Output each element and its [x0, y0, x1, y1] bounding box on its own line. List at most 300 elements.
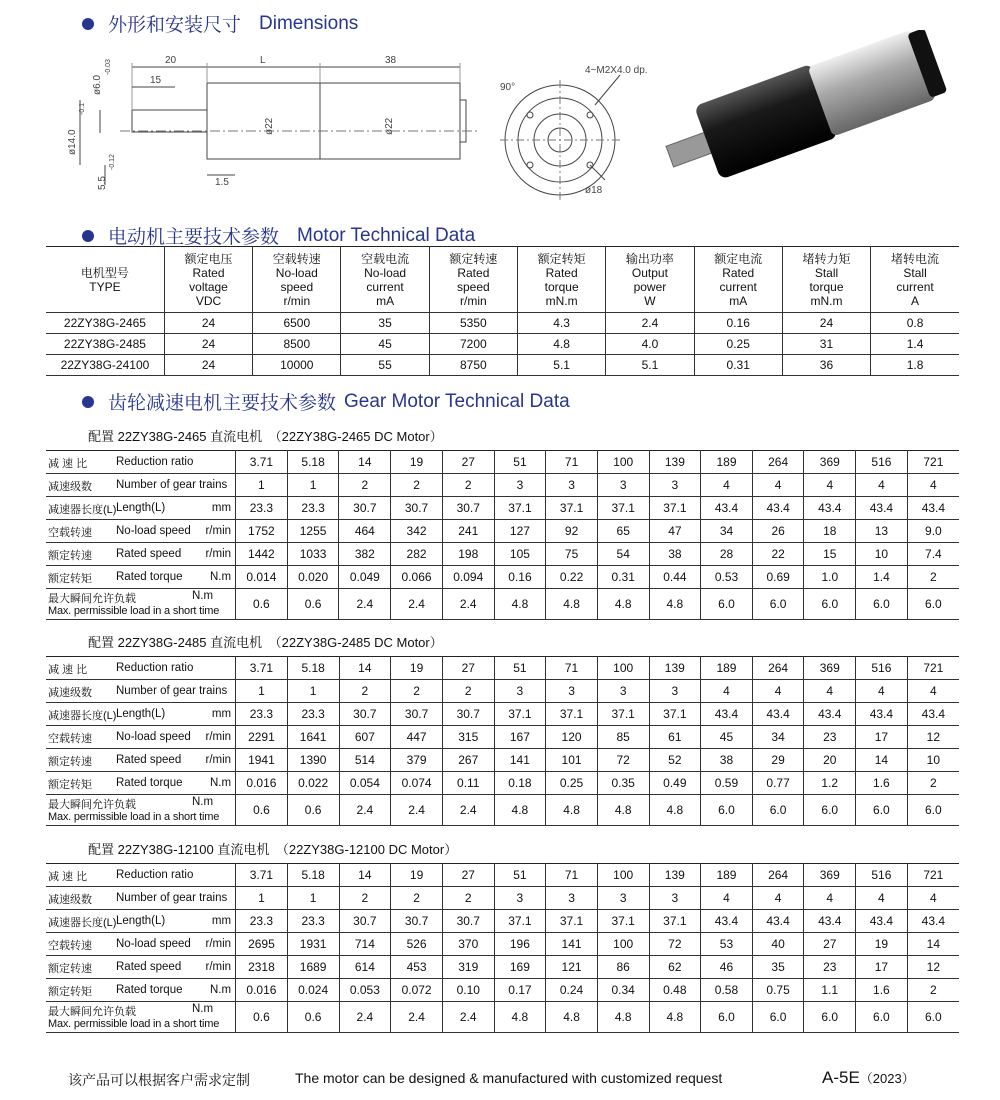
dim-label: ø14.0 — [67, 129, 78, 155]
gear-table-cell: 370 — [442, 933, 494, 956]
gear-table-cell: 714 — [339, 933, 391, 956]
row-label-zh: 额定转矩 — [48, 779, 92, 791]
gear-table-cell: 4.8 — [494, 795, 546, 826]
gear-table-cell: 607 — [339, 726, 391, 749]
gear-table-cell: 3 — [649, 680, 701, 703]
header-line: 堵转力矩 — [802, 251, 851, 266]
gear-table-cell: 2 — [339, 680, 391, 703]
motor-table-cell: 0.25 — [694, 334, 782, 355]
header-line: torque — [809, 279, 844, 294]
header-line: Stall — [814, 265, 839, 280]
motor-table-cell: 0.31 — [694, 355, 782, 376]
gear-table-cell: 2 — [391, 680, 443, 703]
gear-table-cell: 0.25 — [546, 772, 598, 795]
gear-table-cell: 5.18 — [287, 864, 339, 887]
motor-table-cell: 22ZY38G-2465 — [46, 313, 164, 334]
gear-table-cell: 27 — [442, 451, 494, 474]
gear-table-cell: 27 — [442, 864, 494, 887]
gear-table-cell: 2695 — [236, 933, 288, 956]
gear-table-cell: 6.0 — [752, 795, 804, 826]
gear-table-cell: 0.054 — [339, 772, 391, 795]
gear-table-row — [46, 864, 959, 887]
gear-table-row — [46, 795, 959, 826]
gear-table-cell: 453 — [391, 956, 443, 979]
gear-table-cell: 4 — [701, 680, 753, 703]
gear-table-cell: 1390 — [287, 749, 339, 772]
gear-table-cell: 526 — [391, 933, 443, 956]
gear-table-cell: 2 — [907, 772, 959, 795]
gear-table-cell: 0.34 — [597, 979, 649, 1002]
row-label-zh: 空载转速 — [48, 733, 92, 745]
row-label-en: Max. permissible load in a short time — [48, 1018, 220, 1030]
gear-table-cell: 43.4 — [804, 910, 856, 933]
gear-table-cell: 0.066 — [391, 566, 443, 589]
gear-table-cell: 369 — [804, 864, 856, 887]
gear-table-row — [46, 956, 959, 979]
gear-table-cell: 4.8 — [649, 589, 701, 620]
gear-table-cell: 6.0 — [804, 795, 856, 826]
gear-table-cell: 17 — [856, 956, 908, 979]
motor-table-cell: 0.8 — [871, 313, 959, 334]
gear-table-cell: 369 — [804, 451, 856, 474]
gear-table-cell: 37.1 — [546, 703, 598, 726]
motor-table-cell: 22ZY38G-24100 — [46, 355, 164, 376]
row-label-en: Max. permissible load in a short time — [48, 605, 220, 617]
row-label-en: Length(L) — [116, 708, 166, 720]
gear-table-cell: 4 — [701, 474, 753, 497]
row-label-en: Rated torque — [116, 777, 183, 789]
bullet-icon — [82, 396, 94, 408]
gear-table-cell: 721 — [907, 864, 959, 887]
gear-table-cell: 23.3 — [236, 703, 288, 726]
row-label-unit: r/min — [205, 525, 232, 537]
gear-table-cell: 105 — [494, 543, 546, 566]
gear-table-cell: 46 — [701, 956, 753, 979]
gear-table-cell: 37.1 — [597, 910, 649, 933]
gear-table-cell: 5.18 — [287, 657, 339, 680]
motor-table-row — [46, 334, 959, 355]
row-label-en: No-load speed — [116, 731, 191, 743]
motor-table-header — [46, 247, 164, 313]
header-line: speed — [280, 279, 314, 294]
dim-label: ø6.0 — [92, 74, 103, 95]
motor-table-cell: 22ZY38G-2485 — [46, 334, 164, 355]
gear-table-cell: 4 — [804, 680, 856, 703]
gear-table-row — [46, 474, 959, 497]
gear-table-cell: 3 — [597, 474, 649, 497]
gear-table-cell: 2.4 — [391, 589, 443, 620]
gear-table-cell: 0.58 — [701, 979, 753, 1002]
row-label-zh: 减速级数 — [48, 687, 92, 699]
row-label — [46, 772, 236, 795]
gear-table-cell: 45 — [701, 726, 753, 749]
gear-table-cell: 1 — [236, 887, 288, 910]
gear-table-cell: 4.8 — [494, 589, 546, 620]
gear-table-cell: 3 — [649, 474, 701, 497]
motor-table-row — [46, 355, 959, 376]
gear-table-cell: 4.8 — [649, 1002, 701, 1033]
gear-table-cell: 14 — [856, 749, 908, 772]
row-label — [46, 703, 236, 726]
gear-table-cell: 1255 — [287, 520, 339, 543]
motor-table-cell: 4.3 — [518, 313, 606, 334]
row-label-zh: 减 速 比 — [48, 458, 88, 470]
gear-table-cell: 6.0 — [701, 1002, 753, 1033]
gear-table-cell: 3.71 — [236, 657, 288, 680]
gear-table-cell: 2.4 — [442, 1002, 494, 1033]
gear-table-cell: 3.71 — [236, 864, 288, 887]
gear-table-cell: 1.4 — [856, 566, 908, 589]
gear-table-cell: 37.1 — [649, 910, 701, 933]
gear-table-cell: 4 — [804, 887, 856, 910]
row-label — [46, 956, 236, 979]
gear-table-cell: 4 — [856, 680, 908, 703]
gear-table-cell: 1 — [236, 474, 288, 497]
motor-table-cell: 24 — [164, 334, 252, 355]
row-label — [46, 520, 236, 543]
gear-table-cell: 23.3 — [287, 910, 339, 933]
gear-table-cell: 0.6 — [287, 589, 339, 620]
gear-table-cell: 3.71 — [236, 451, 288, 474]
header-line: Output — [631, 265, 668, 280]
header-line: 电机型号 — [80, 265, 129, 280]
header-line: mA — [729, 293, 748, 308]
gear-table-cell: 37.1 — [494, 910, 546, 933]
section-title-dimensions: 外形和安装尺寸 Dimensions — [82, 10, 358, 37]
gear-table-cell: 12 — [907, 956, 959, 979]
section-title-motor: 电动机主要技术参数 Motor Technical Data — [82, 222, 475, 249]
gear-table-cell: 100 — [597, 451, 649, 474]
row-label-en: Reduction ratio — [116, 456, 194, 468]
dim-label: 20 — [165, 55, 177, 66]
gear-table-cell: 19 — [856, 933, 908, 956]
header-line: 输出功率 — [625, 251, 674, 266]
gear-table-cell: 51 — [494, 657, 546, 680]
gear-table-cell: 0.6 — [287, 795, 339, 826]
row-label-en: Rated speed — [116, 548, 182, 560]
gear-table-cell: 30.7 — [391, 703, 443, 726]
motor-table-header — [164, 247, 252, 313]
header-line: 额定电压 — [184, 251, 233, 266]
gear-table-cell: 0.072 — [391, 979, 443, 1002]
row-label-en: Number of gear trains — [116, 685, 228, 697]
gear-table-row — [46, 933, 959, 956]
motor-table-cell: 24 — [164, 313, 252, 334]
motor-table-cell: 4.8 — [518, 334, 606, 355]
gear-table-cell: 139 — [649, 864, 701, 887]
gear-table-cell: 29 — [752, 749, 804, 772]
gear-table-cell: 4 — [856, 887, 908, 910]
gear-table-cell: 369 — [804, 657, 856, 680]
gear-table-cell: 0.77 — [752, 772, 804, 795]
gear-table-cell: 30.7 — [442, 703, 494, 726]
gear-table-cell: 2 — [442, 887, 494, 910]
gear-table-cell: 0.24 — [546, 979, 598, 1002]
row-label-zh: 额定转速 — [48, 756, 92, 768]
gear-table-cell: 27 — [804, 933, 856, 956]
gear-table-cell: 614 — [339, 956, 391, 979]
gear-table-row — [46, 589, 959, 620]
row-label — [46, 474, 236, 497]
gear-table-cell: 20 — [804, 749, 856, 772]
gear-table-cell: 51 — [494, 451, 546, 474]
header-line: TYPE — [89, 279, 121, 294]
row-label-unit: r/min — [205, 961, 232, 973]
header-line: Rated — [722, 265, 755, 280]
gear-table-cell: 0.020 — [287, 566, 339, 589]
gear-table-cell: 127 — [494, 520, 546, 543]
row-label-en: Length(L) — [116, 502, 166, 514]
header-line: W — [644, 293, 656, 308]
gear-table-cell: 7.4 — [907, 543, 959, 566]
gear-table-cell: 1931 — [287, 933, 339, 956]
header-line: voltage — [189, 279, 228, 294]
row-label-unit: r/min — [205, 938, 232, 950]
gear-table-cell: 0.49 — [649, 772, 701, 795]
gear-table-cell: 37.1 — [494, 703, 546, 726]
gear-table-cell: 4 — [752, 887, 804, 910]
gear-table-cell: 4.8 — [546, 589, 598, 620]
row-label — [46, 887, 236, 910]
gear-table-cell: 0.6 — [236, 795, 288, 826]
gear-table-cell: 6.0 — [907, 589, 959, 620]
gear-table-cell: 1.0 — [804, 566, 856, 589]
gear-table-row — [46, 887, 959, 910]
gear-table-cell: 23 — [804, 956, 856, 979]
gear-table-cell: 43.4 — [752, 703, 804, 726]
gear-table-row — [46, 566, 959, 589]
gear-table — [46, 450, 959, 620]
row-label-unit: r/min — [205, 731, 232, 743]
row-label-unit: r/min — [205, 548, 232, 560]
gear-table-cell: 0.48 — [649, 979, 701, 1002]
motor-table-cell: 5.1 — [518, 355, 606, 376]
config-title: 配置 22ZY38G-12100 直流电机 （22ZY38G-12100 DC Motor） — [88, 842, 458, 857]
gear-table-cell: 2.4 — [442, 589, 494, 620]
gear-table-cell: 52 — [649, 749, 701, 772]
gear-table-cell: 342 — [391, 520, 443, 543]
gear-table-cell: 43.4 — [907, 497, 959, 520]
gear-table-cell: 4 — [752, 474, 804, 497]
header-line: 额定电流 — [714, 251, 763, 266]
footer-note-zh: 该产品可以根据客户需求定制 — [68, 1072, 250, 1088]
motor-table-cell: 0.16 — [694, 313, 782, 334]
gear-table-cell: 71 — [546, 451, 598, 474]
motor-table-cell: 36 — [782, 355, 870, 376]
gear-table-cell: 3 — [494, 474, 546, 497]
motor-table-cell: 5350 — [429, 313, 517, 334]
row-label-en: Reduction ratio — [116, 662, 194, 674]
row-label-unit: r/min — [205, 754, 232, 766]
dim-label: ø22 — [264, 117, 275, 135]
gear-table — [46, 863, 959, 1033]
motor-data-table — [46, 246, 959, 376]
row-label-unit: mm — [211, 708, 232, 720]
gear-table-cell: 0.094 — [442, 566, 494, 589]
gear-table-cell: 4.8 — [494, 1002, 546, 1033]
gear-table-cell: 2 — [442, 680, 494, 703]
gear-table-cell: 34 — [701, 520, 753, 543]
gear-table-cell: 22 — [752, 543, 804, 566]
row-label-zh: 减速级数 — [48, 481, 92, 493]
bullet-icon — [82, 230, 94, 242]
gear-table-cell: 2 — [907, 566, 959, 589]
row-label-unit: N.m — [209, 571, 232, 583]
footer-note-en: The motor can be designed & manufactured with customized request — [295, 1070, 723, 1086]
row-label-zh: 减 速 比 — [48, 871, 88, 883]
gear-table-cell: 2.4 — [391, 795, 443, 826]
page-number: A-5E（2023） — [822, 1068, 915, 1087]
header-line: Rated — [192, 265, 225, 280]
gear-table-cell: 6.0 — [804, 1002, 856, 1033]
gear-table-cell: 37.1 — [597, 497, 649, 520]
gear-table-cell: 43.4 — [907, 703, 959, 726]
gear-table-cell: 379 — [391, 749, 443, 772]
gear-table-cell: 0.6 — [236, 1002, 288, 1033]
gear-table-cell: 2 — [391, 474, 443, 497]
motor-table-cell: 8500 — [253, 334, 341, 355]
gear-table-cell: 1 — [287, 680, 339, 703]
gear-table-row — [46, 451, 959, 474]
gear-table-cell: 100 — [597, 864, 649, 887]
gear-table-cell: 4 — [907, 887, 959, 910]
row-label — [46, 726, 236, 749]
motor-table-cell: 5.1 — [606, 355, 694, 376]
motor-table-header — [694, 247, 782, 313]
row-label-en: Length(L) — [116, 915, 166, 927]
gear-table-cell: 65 — [597, 520, 649, 543]
gear-table-cell: 17 — [856, 726, 908, 749]
gear-table-cell: 6.0 — [907, 795, 959, 826]
gear-table-cell: 0.6 — [236, 589, 288, 620]
gear-table-cell: 1.6 — [856, 772, 908, 795]
motor-table-header — [429, 247, 517, 313]
row-label — [46, 497, 236, 520]
gear-table-cell: 100 — [597, 657, 649, 680]
row-label-zh: 额定转速 — [48, 963, 92, 975]
gear-table-cell: 43.4 — [701, 703, 753, 726]
motor-table-cell: 31 — [782, 334, 870, 355]
gear-table-cell: 10 — [856, 543, 908, 566]
header-line: mN.m — [545, 293, 578, 308]
motor-table-cell: 55 — [341, 355, 429, 376]
header-line: 额定转矩 — [537, 251, 586, 266]
gear-table-cell: 14 — [339, 451, 391, 474]
motor-table-header — [871, 247, 959, 313]
gear-table-cell: 3 — [494, 680, 546, 703]
row-label — [46, 543, 236, 566]
gear-table-cell: 4 — [856, 474, 908, 497]
gear-table-cell: 516 — [856, 864, 908, 887]
motor-table-cell: 6500 — [253, 313, 341, 334]
gear-table-cell: 0.6 — [287, 1002, 339, 1033]
dim-label: -0.12 — [109, 154, 116, 170]
row-label — [46, 451, 236, 474]
motor-table-header — [341, 247, 429, 313]
row-label — [46, 910, 236, 933]
dim-label: 15 — [150, 75, 162, 86]
header-line: current — [896, 279, 934, 294]
motor-table-cell: 8750 — [429, 355, 517, 376]
motor-photo — [650, 30, 955, 180]
gear-table-cell: 6.0 — [701, 795, 753, 826]
gear-table-cell: 43.4 — [804, 497, 856, 520]
gear-table-cell: 141 — [494, 749, 546, 772]
gear-table-cell: 0.53 — [701, 566, 753, 589]
gear-table-cell: 0.014 — [236, 566, 288, 589]
gear-table-cell: 0.35 — [597, 772, 649, 795]
gear-table-cell: 0.69 — [752, 566, 804, 589]
header-line: current — [719, 279, 757, 294]
row-label-zh: 最大瞬间允许负载 — [48, 593, 136, 605]
gear-table-cell: 1033 — [287, 543, 339, 566]
row-label-zh: 减速器长度(L) — [48, 917, 117, 929]
row-label-unit: N.m — [191, 796, 214, 808]
gear-table-cell: 4.8 — [597, 795, 649, 826]
gear-table-cell: 43.4 — [701, 910, 753, 933]
config-title: 配置 22ZY38G-2465 直流电机 （22ZY38G-2465 DC Motor） — [88, 429, 443, 444]
header-line: Rated — [457, 265, 490, 280]
gear-table-cell: 4.8 — [546, 1002, 598, 1033]
row-label-zh: 减速器长度(L) — [48, 504, 117, 516]
gear-table-cell: 0.16 — [494, 566, 546, 589]
header-line: 空载电流 — [361, 251, 410, 266]
gear-table-cell: 4.8 — [597, 1002, 649, 1033]
gear-table-cell: 2291 — [236, 726, 288, 749]
gear-table-cell: 43.4 — [856, 910, 908, 933]
row-label-zh: 空载转速 — [48, 940, 92, 952]
motor-table-cell: 4.0 — [606, 334, 694, 355]
gear-table-cell: 5.18 — [287, 451, 339, 474]
row-label — [46, 933, 236, 956]
gear-table-cell: 0.049 — [339, 566, 391, 589]
header-line: current — [366, 279, 404, 294]
gear-table-cell: 30.7 — [391, 910, 443, 933]
gear-table-cell: 0.18 — [494, 772, 546, 795]
gear-table-cell: 264 — [752, 451, 804, 474]
dim-label: -0.1 — [79, 102, 86, 115]
gear-table-cell: 2 — [907, 979, 959, 1002]
dim-label: 1.5 — [215, 177, 229, 188]
gear-table-cell: 6.0 — [856, 1002, 908, 1033]
dim-label: -0.03 — [105, 59, 112, 75]
gear-table-cell: 4.8 — [597, 589, 649, 620]
config-title: 配置 22ZY38G-2485 直流电机 （22ZY38G-2485 DC Motor） — [88, 635, 443, 650]
header-line: Stall — [903, 265, 927, 280]
row-label-zh: 减 速 比 — [48, 664, 88, 676]
gear-table-row — [46, 749, 959, 772]
gear-table-cell: 43.4 — [856, 497, 908, 520]
gear-table-cell: 30.7 — [391, 497, 443, 520]
row-label — [46, 795, 236, 826]
header-line: r/min — [460, 293, 487, 308]
gear-table-cell: 75 — [546, 543, 598, 566]
gear-table-cell: 38 — [701, 749, 753, 772]
gear-table-cell: 37.1 — [649, 497, 701, 520]
gear-table-cell: 1.2 — [804, 772, 856, 795]
gear-table-cell: 0.17 — [494, 979, 546, 1002]
gear-table-cell: 35 — [752, 956, 804, 979]
gear-table-cell: 61 — [649, 726, 701, 749]
gear-table-cell: 0.024 — [287, 979, 339, 1002]
gear-table-cell: 30.7 — [339, 703, 391, 726]
gear-table-cell: 4 — [907, 680, 959, 703]
gear-table-cell: 18 — [804, 520, 856, 543]
gear-table-cell: 0.22 — [546, 566, 598, 589]
gear-table-cell: 6.0 — [752, 589, 804, 620]
gear-table-row — [46, 726, 959, 749]
shaft-outline — [132, 110, 207, 132]
